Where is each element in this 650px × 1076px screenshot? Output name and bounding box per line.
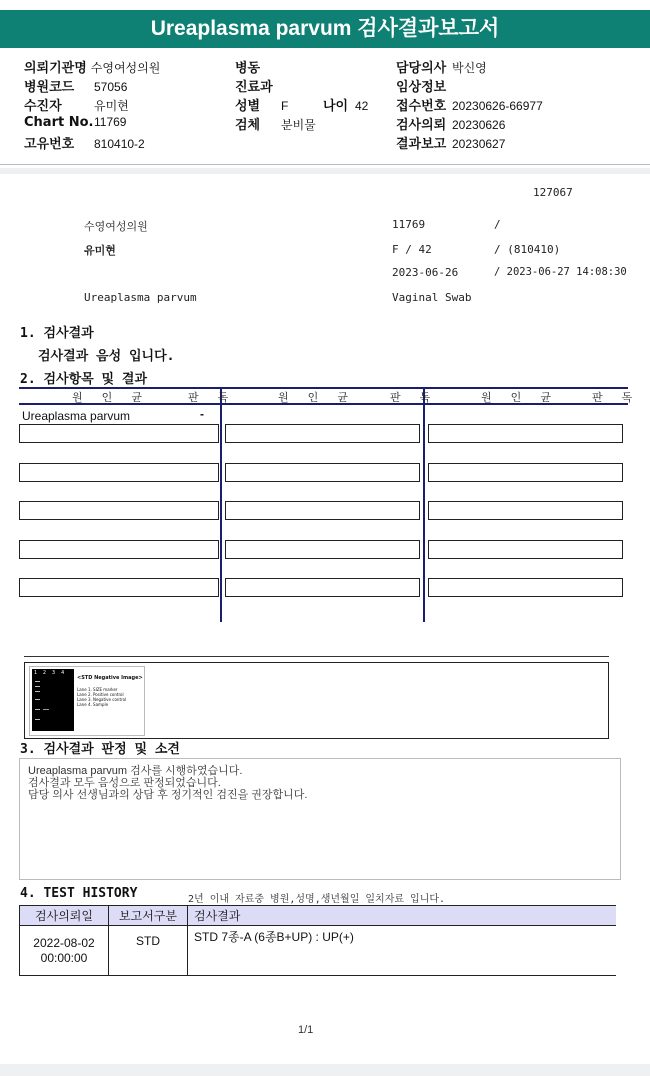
- gel-legend-item: Lane 3. Negative control: [77, 697, 127, 702]
- report-date-value: 20230627: [452, 137, 506, 151]
- result-box: [19, 578, 219, 597]
- result-box: [19, 540, 219, 559]
- age-value: 42: [355, 99, 369, 113]
- request-date-label: 검사의뢰: [396, 118, 447, 133]
- history-date: 2022-08-02: [33, 935, 95, 950]
- gel-lanes-image: [32, 669, 74, 731]
- result-box: [225, 540, 420, 559]
- requesting-org-value: 수영여성의원: [90, 61, 161, 75]
- receipt-no-value: 20230626-66977: [452, 99, 543, 113]
- ward-label: 병동: [235, 61, 261, 76]
- gel-legend-item: Lane 1. SIZE marker: [77, 687, 118, 692]
- unique-no-label: 고유번호: [24, 137, 75, 152]
- history-header-date: 검사의뢰일: [20, 906, 109, 926]
- report-request-date: 2023-06-26: [392, 266, 459, 279]
- gel-band: [35, 699, 40, 700]
- table-col-divider-2: [423, 387, 425, 622]
- doctor-label: 담당의사: [396, 61, 447, 76]
- result-box: [19, 501, 219, 520]
- table-col-divider-1: [220, 387, 222, 622]
- gel-band: [35, 719, 40, 720]
- age-label: 나이: [323, 99, 349, 114]
- history-result: STD 7종-A (6종B+UP) : UP(+): [188, 926, 617, 976]
- chart-no-label: Chart No.: [24, 115, 94, 130]
- history-header-result: 검사결과: [188, 906, 617, 926]
- patient-label: 수진자: [24, 99, 62, 114]
- history-type: STD: [109, 926, 188, 976]
- report-slash: /: [494, 218, 501, 231]
- section3-title: 3. 검사결과 판정 및 소견: [20, 742, 180, 757]
- report-hospital: 수영여성의원: [84, 220, 148, 233]
- doctor-value: 박신영: [452, 61, 487, 75]
- report-specimen: Vaginal Swab: [392, 291, 472, 304]
- header-divider-shade: [0, 168, 650, 174]
- gel-lane-numbers: 1 2 3 4: [34, 670, 65, 676]
- history-header-type: 보고서구분: [109, 906, 188, 926]
- gel-legend-item: Lane 4. Sample: [77, 702, 109, 707]
- opinion-line: 검사결과 모두 음성으로 판정되었습니다.: [28, 777, 221, 789]
- gel-caption-title: <STD Negative Image>: [77, 675, 143, 681]
- result-box: [19, 424, 219, 443]
- section1-text: 검사결과 음성 입니다.: [38, 349, 175, 364]
- specimen-label: 검체: [235, 118, 261, 133]
- report-chart: 11769: [392, 218, 426, 231]
- report-date-label: 결과보고: [396, 137, 447, 152]
- col1-organism-header: 원 인 균: [72, 392, 150, 404]
- unique-no-value: 810410-2: [94, 137, 145, 151]
- opinion-line: 담당 의사 선생님과의 상담 후 정기적인 검진을 권장합니다.: [28, 789, 308, 801]
- header-col3: [396, 57, 543, 152]
- result-box: [225, 578, 420, 597]
- sex-value: F: [281, 99, 289, 113]
- report-number: 127067: [533, 186, 573, 199]
- item-organism-name: Ureaplasma parvum: [22, 409, 131, 423]
- header-col2: [235, 57, 368, 133]
- hospital-code-label: 병원코드: [24, 80, 75, 95]
- result-box: [428, 501, 623, 520]
- result-box: [428, 578, 623, 597]
- request-date-value: 20230626: [452, 118, 506, 132]
- gel-band: [35, 686, 40, 687]
- gel-band: [35, 709, 40, 710]
- col3-judgement-header: 판 독: [592, 392, 641, 404]
- gel-legend: [77, 687, 126, 707]
- result-box: [225, 501, 420, 520]
- sex-label: 성별: [235, 99, 261, 114]
- chart-no-value: 11769: [94, 115, 127, 129]
- result-box: [225, 424, 420, 443]
- header-divider: [0, 164, 650, 165]
- report-test-name: Ureaplasma parvum: [84, 291, 197, 304]
- gel-band: [35, 691, 40, 692]
- department-label: 진료과: [235, 80, 273, 95]
- col2-organism-header: 원 인 균: [278, 392, 356, 404]
- history-time: 00:00:00: [40, 950, 88, 965]
- result-box: [225, 463, 420, 482]
- item-result: -: [200, 407, 204, 421]
- opinion-line: Ureaplasma parvum 검사를 시행하였습니다.: [28, 765, 243, 777]
- history-note: 2년 이내 자료중 병원,성명,생년월일 일치자료 입니다.: [188, 894, 446, 905]
- history-table: [19, 905, 616, 976]
- report-datetime: / 2023-06-27 14:08:30: [494, 266, 627, 278]
- gel-top-rule: [24, 656, 609, 657]
- history-date-cell: [20, 926, 109, 976]
- specimen-value: 분비물: [281, 118, 316, 132]
- result-box: [428, 463, 623, 482]
- result-box: [19, 463, 219, 482]
- clinical-info-label: 임상정보: [396, 80, 447, 95]
- report-id: / (810410): [494, 243, 561, 256]
- opinion-box: [19, 758, 621, 880]
- header-col1: [24, 57, 160, 152]
- report-title: Ureaplasma parvum 검사결과보고서: [0, 10, 650, 48]
- history-header-row: [20, 906, 617, 926]
- footer-bar: [0, 1064, 650, 1076]
- col1-judgement-header: 판 독: [188, 392, 237, 404]
- gel-legend-item: Lane 2. Positive control: [77, 692, 124, 697]
- hospital-code-value: 57056: [94, 80, 128, 94]
- gel-band: [43, 709, 49, 710]
- gel-image-frame: [24, 662, 609, 739]
- report-patient: 유미현: [84, 244, 116, 257]
- result-box: [428, 540, 623, 559]
- report-sex-age: F / 42: [392, 243, 432, 256]
- patient-value: 유미현: [94, 99, 129, 113]
- page-number: 1/1: [298, 1024, 314, 1036]
- col2-judgement-header: 판 독: [390, 392, 439, 404]
- section2-title: 2. 검사항목 및 결과: [20, 372, 148, 387]
- receipt-no-label: 접수번호: [396, 99, 447, 114]
- section4-title: 4. TEST HISTORY: [20, 886, 138, 901]
- table-row: [20, 926, 617, 976]
- col3-organism-header: 원 인 균: [481, 392, 559, 404]
- requesting-org-label: 의뢰기관명: [24, 61, 87, 76]
- gel-band: [35, 681, 40, 682]
- result-box: [428, 424, 623, 443]
- section1-title: 1. 검사결과: [20, 326, 94, 341]
- gel-image: [29, 666, 145, 736]
